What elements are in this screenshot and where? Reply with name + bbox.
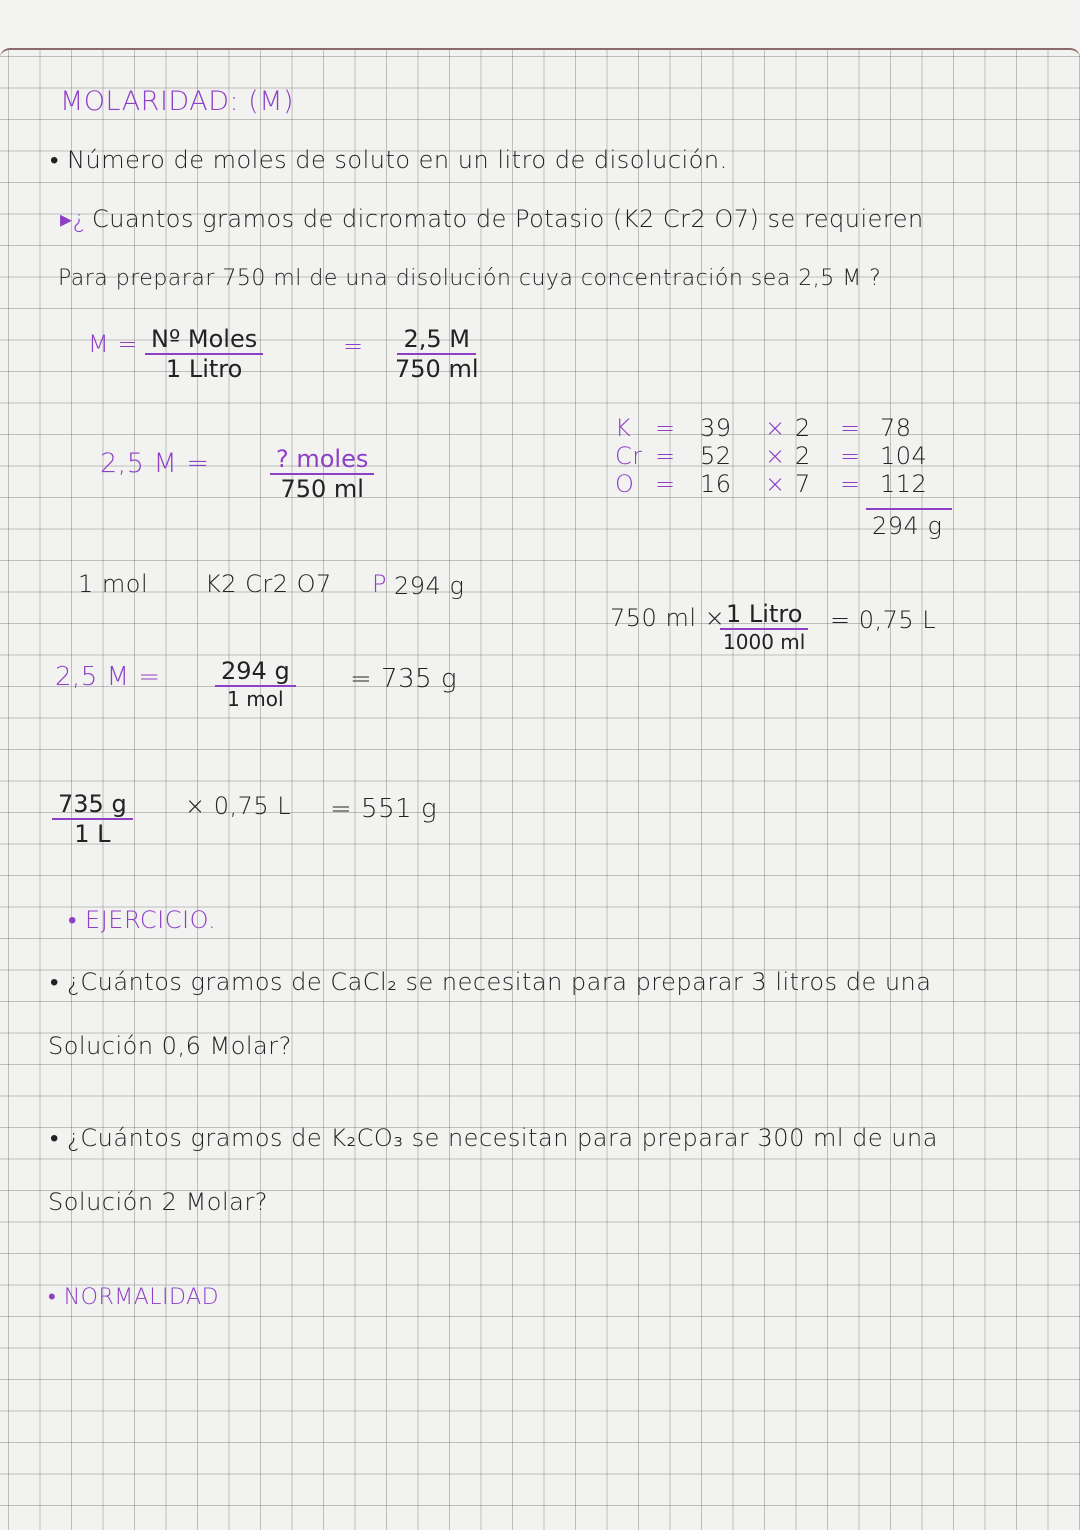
numerator: 2,5 M bbox=[397, 325, 476, 355]
formula-fraction bbox=[145, 325, 263, 383]
step4-fraction bbox=[52, 790, 133, 848]
mol-line-formula: K2 Cr2 O7 bbox=[205, 570, 332, 598]
exercise-q1-line1: • ¿Cuántos gramos de CaCl₂ se necesitan para preparar 3 litros de una bbox=[50, 968, 932, 996]
molar-mass-eq2: = bbox=[840, 442, 861, 470]
problem-line-2: Para preparar 750 ml de una disolución cuya concentración sea 2,5 M ? bbox=[58, 266, 882, 291]
problem-bullet: ▸¿ bbox=[60, 205, 86, 233]
molar-mass-eq: = bbox=[655, 442, 676, 470]
exercise-q2-line1: • ¿Cuántos gramos de K₂CO₃ se necesitan para preparar 300 ml de una bbox=[50, 1124, 938, 1152]
molar-mass-eq: = bbox=[655, 470, 676, 498]
exercise-q2-line2: Solución 2 Molar? bbox=[48, 1188, 268, 1216]
molar-mass-mass: 52 bbox=[700, 442, 732, 470]
step2-lhs: 2,5 M = bbox=[100, 448, 210, 479]
exercise-q1-line2: Solución 0,6 Molar? bbox=[48, 1032, 292, 1060]
molar-mass-eq2: = bbox=[840, 470, 861, 498]
denominator: 1000 ml bbox=[723, 630, 806, 654]
molar-mass-el: O bbox=[615, 470, 635, 498]
step4-result: = 551 g bbox=[330, 794, 438, 824]
exercise-heading: • EJERCICIO. bbox=[68, 906, 217, 934]
molar-mass-el: Cr bbox=[615, 442, 643, 470]
step4-mid: × 0,75 L bbox=[185, 792, 292, 820]
step3-lhs: 2,5 M = bbox=[55, 662, 161, 692]
next-section-heading: • NORMALIDAD bbox=[48, 1285, 220, 1310]
denominator: 1 mol bbox=[227, 687, 284, 711]
molar-mass-el: K bbox=[615, 414, 632, 442]
formula-fraction-2 bbox=[395, 325, 478, 383]
step3-result: = 735 g bbox=[350, 664, 458, 694]
numerator: Nº Moles bbox=[145, 325, 263, 355]
conversion-a: 750 ml × bbox=[610, 604, 726, 632]
conversion-fraction bbox=[720, 600, 808, 654]
molar-mass-total: 104 bbox=[880, 442, 928, 470]
step2-fraction bbox=[270, 445, 374, 503]
mol-line-a: 1 mol bbox=[78, 570, 149, 598]
molar-mass-x: × bbox=[765, 470, 786, 498]
denominator: 750 ml bbox=[280, 475, 364, 503]
mol-line-c: P bbox=[372, 570, 387, 598]
molar-mass-mass: 39 bbox=[700, 414, 732, 442]
molar-mass-x: × bbox=[765, 414, 786, 442]
numerator: 1 Litro bbox=[720, 600, 808, 630]
equals: = bbox=[343, 332, 364, 360]
molar-mass-sum: 294 g bbox=[872, 512, 943, 540]
problem-line-1: Cuantos gramos de dicromato de Potasio (K2 Cr2 O7) se requieren bbox=[92, 205, 924, 233]
numerator: 294 g bbox=[215, 657, 296, 687]
molar-mass-n: 2 bbox=[795, 442, 811, 470]
molar-mass-total: 78 bbox=[880, 414, 912, 442]
molar-mass-mass: 16 bbox=[700, 470, 732, 498]
mol-line-mass: 294 g bbox=[394, 572, 465, 600]
denominator: 1 L bbox=[74, 820, 111, 848]
denominator: 1 Litro bbox=[165, 355, 243, 383]
conversion-result: = 0,75 L bbox=[830, 606, 937, 634]
molar-mass-eq2: = bbox=[840, 414, 861, 442]
step3-fraction bbox=[215, 657, 296, 711]
molar-mass-total: 112 bbox=[880, 470, 928, 498]
molar-mass-eq: = bbox=[655, 414, 676, 442]
molar-mass-x: × bbox=[765, 442, 786, 470]
molar-mass-n: 7 bbox=[795, 470, 811, 498]
formula-lhs: M = bbox=[88, 330, 138, 358]
denominator: 750 ml bbox=[395, 355, 479, 383]
molar-mass-n: 2 bbox=[795, 414, 811, 442]
definition: • Número de moles de soluto en un litro de disolución. bbox=[50, 146, 728, 174]
sum-line bbox=[866, 508, 952, 510]
numerator: ? moles bbox=[270, 445, 374, 475]
numerator: 735 g bbox=[52, 790, 133, 820]
page-title: MOLARIDAD: (M) bbox=[60, 86, 295, 117]
